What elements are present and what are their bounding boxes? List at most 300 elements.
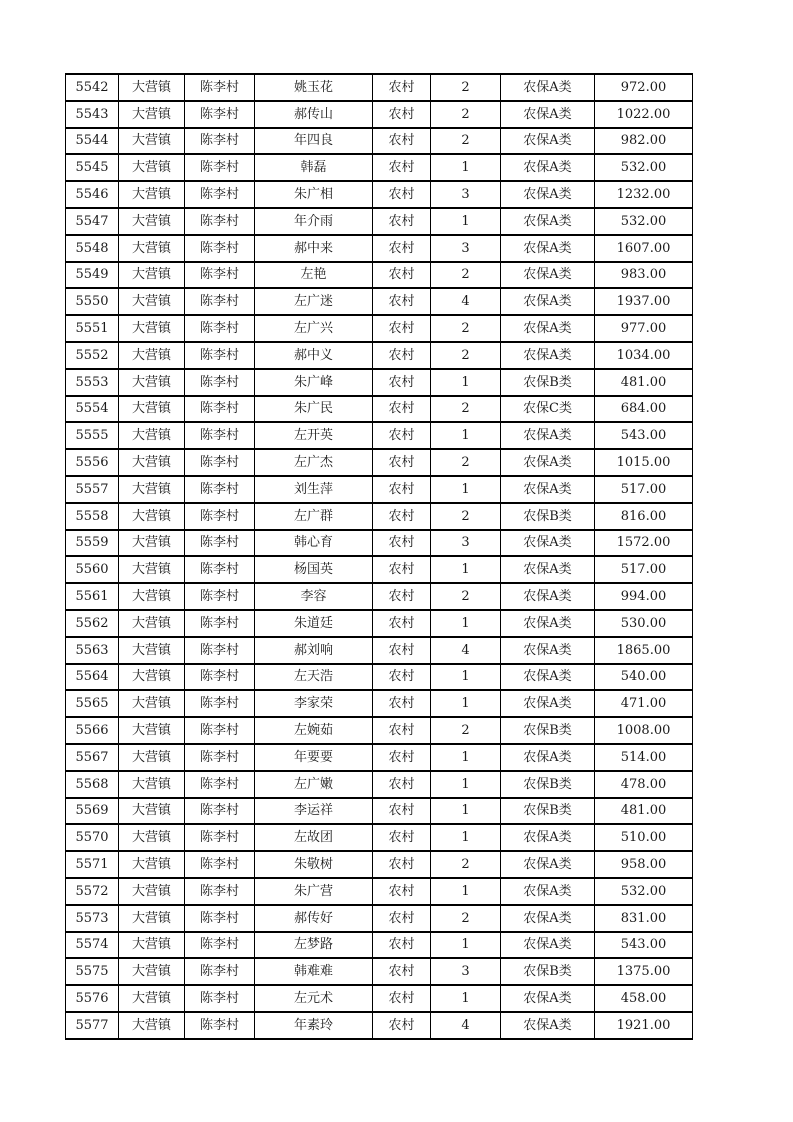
cell-person-name: 年介雨 [255,208,373,235]
cell-person-count: 2 [431,342,501,369]
cell-insurance-type: 农保A类 [501,932,595,959]
table-row [66,932,693,959]
cell-category: 农村 [373,369,431,396]
table-row [66,824,693,851]
cell-amount: 517.00 [595,556,693,583]
cell-insurance-type: 农保A类 [501,610,595,637]
cell-insurance-type: 农保A类 [501,262,595,289]
cell-serial-number: 5574 [66,932,119,959]
cell-serial-number: 5549 [66,262,119,289]
cell-amount: 532.00 [595,208,693,235]
cell-person-name: 左天浩 [255,664,373,691]
cell-amount: 831.00 [595,905,693,932]
table-row [66,154,693,181]
cell-person-count: 3 [431,958,501,985]
cell-serial-number: 5555 [66,422,119,449]
cell-insurance-type: 农保A类 [501,288,595,315]
cell-town: 大营镇 [119,315,185,342]
cell-amount: 1937.00 [595,288,693,315]
cell-town: 大营镇 [119,610,185,637]
cell-category: 农村 [373,717,431,744]
cell-person-count: 2 [431,851,501,878]
cell-category: 农村 [373,315,431,342]
cell-person-name: 杨国英 [255,556,373,583]
cell-serial-number: 5544 [66,128,119,155]
cell-town: 大营镇 [119,154,185,181]
cell-person-count: 1 [431,208,501,235]
cell-amount: 977.00 [595,315,693,342]
cell-person-count: 1 [431,664,501,691]
cell-person-name: 左故团 [255,824,373,851]
cell-village: 陈李村 [185,905,255,932]
cell-village: 陈李村 [185,288,255,315]
cell-category: 农村 [373,208,431,235]
cell-serial-number: 5576 [66,985,119,1012]
table-row [66,985,693,1012]
cell-person-name: 韩心育 [255,530,373,557]
cell-amount: 994.00 [595,583,693,610]
cell-town: 大营镇 [119,878,185,905]
cell-insurance-type: 农保A类 [501,851,595,878]
cell-category: 农村 [373,771,431,798]
cell-town: 大营镇 [119,369,185,396]
cell-town: 大营镇 [119,235,185,262]
cell-village: 陈李村 [185,1012,255,1039]
cell-village: 陈李村 [185,610,255,637]
cell-serial-number: 5565 [66,690,119,717]
cell-village: 陈李村 [185,422,255,449]
cell-town: 大营镇 [119,530,185,557]
cell-village: 陈李村 [185,556,255,583]
cell-person-count: 1 [431,824,501,851]
cell-insurance-type: 农保A类 [501,744,595,771]
cell-town: 大营镇 [119,664,185,691]
cell-amount: 1865.00 [595,637,693,664]
table-row [66,583,693,610]
cell-serial-number: 5572 [66,878,119,905]
cell-amount: 514.00 [595,744,693,771]
cell-serial-number: 5551 [66,315,119,342]
cell-town: 大营镇 [119,583,185,610]
cell-amount: 1022.00 [595,101,693,128]
table-row [66,798,693,825]
table-row [66,208,693,235]
cell-category: 农村 [373,74,431,101]
cell-person-name: 姚玉花 [255,74,373,101]
cell-village: 陈李村 [185,154,255,181]
cell-person-count: 4 [431,288,501,315]
cell-serial-number: 5550 [66,288,119,315]
cell-category: 农村 [373,235,431,262]
cell-insurance-type: 农保A类 [501,342,595,369]
cell-person-name: 左广群 [255,503,373,530]
cell-category: 农村 [373,744,431,771]
table-row [66,101,693,128]
cell-town: 大营镇 [119,74,185,101]
cell-person-count: 3 [431,530,501,557]
cell-village: 陈李村 [185,74,255,101]
cell-insurance-type: 农保A类 [501,422,595,449]
cell-insurance-type: 农保B类 [501,798,595,825]
table-row [66,449,693,476]
cell-person-name: 年素玲 [255,1012,373,1039]
cell-amount: 532.00 [595,154,693,181]
cell-person-name: 郝中义 [255,342,373,369]
cell-town: 大营镇 [119,288,185,315]
cell-person-name: 李家荣 [255,690,373,717]
cell-town: 大营镇 [119,503,185,530]
table-row [66,905,693,932]
cell-insurance-type: 农保A类 [501,181,595,208]
cell-person-name: 年要要 [255,744,373,771]
records-table [65,73,693,1040]
cell-person-name: 左梦路 [255,932,373,959]
cell-village: 陈李村 [185,369,255,396]
cell-amount: 684.00 [595,396,693,423]
cell-person-count: 1 [431,610,501,637]
cell-category: 农村 [373,958,431,985]
table-row [66,556,693,583]
cell-village: 陈李村 [185,958,255,985]
cell-person-name: 朱广民 [255,396,373,423]
cell-amount: 972.00 [595,74,693,101]
cell-town: 大营镇 [119,181,185,208]
cell-amount: 983.00 [595,262,693,289]
cell-serial-number: 5557 [66,476,119,503]
cell-town: 大营镇 [119,449,185,476]
cell-category: 农村 [373,101,431,128]
cell-serial-number: 5573 [66,905,119,932]
cell-town: 大营镇 [119,637,185,664]
cell-serial-number: 5569 [66,798,119,825]
cell-person-count: 2 [431,101,501,128]
cell-town: 大营镇 [119,744,185,771]
cell-village: 陈李村 [185,771,255,798]
cell-person-count: 2 [431,315,501,342]
cell-person-name: 李运祥 [255,798,373,825]
cell-village: 陈李村 [185,932,255,959]
cell-person-count: 2 [431,449,501,476]
cell-serial-number: 5552 [66,342,119,369]
cell-village: 陈李村 [185,690,255,717]
cell-person-name: 左开英 [255,422,373,449]
cell-village: 陈李村 [185,342,255,369]
cell-serial-number: 5577 [66,1012,119,1039]
cell-village: 陈李村 [185,101,255,128]
cell-insurance-type: 农保A类 [501,476,595,503]
cell-town: 大营镇 [119,690,185,717]
cell-village: 陈李村 [185,664,255,691]
cell-serial-number: 5567 [66,744,119,771]
cell-insurance-type: 农保A类 [501,235,595,262]
cell-person-count: 1 [431,744,501,771]
cell-amount: 471.00 [595,690,693,717]
cell-village: 陈李村 [185,315,255,342]
cell-serial-number: 5556 [66,449,119,476]
cell-serial-number: 5563 [66,637,119,664]
cell-category: 农村 [373,690,431,717]
cell-town: 大营镇 [119,985,185,1012]
cell-category: 农村 [373,154,431,181]
cell-category: 农村 [373,878,431,905]
cell-person-count: 1 [431,154,501,181]
cell-town: 大营镇 [119,342,185,369]
cell-person-count: 1 [431,771,501,798]
cell-category: 农村 [373,422,431,449]
cell-serial-number: 5566 [66,717,119,744]
cell-category: 农村 [373,476,431,503]
cell-person-count: 1 [431,422,501,449]
cell-village: 陈李村 [185,396,255,423]
cell-insurance-type: 农保A类 [501,74,595,101]
cell-person-count: 1 [431,690,501,717]
cell-person-count: 1 [431,556,501,583]
cell-insurance-type: 农保B类 [501,503,595,530]
cell-serial-number: 5559 [66,530,119,557]
cell-person-name: 左广嫩 [255,771,373,798]
cell-serial-number: 5560 [66,556,119,583]
table-row [66,235,693,262]
table-row [66,690,693,717]
cell-person-name: 朱广营 [255,878,373,905]
cell-amount: 982.00 [595,128,693,155]
cell-insurance-type: 农保A类 [501,690,595,717]
cell-category: 农村 [373,664,431,691]
cell-person-count: 2 [431,74,501,101]
table-row [66,1012,693,1039]
cell-village: 陈李村 [185,637,255,664]
cell-person-count: 2 [431,262,501,289]
cell-person-count: 4 [431,637,501,664]
cell-insurance-type: 农保C类 [501,396,595,423]
cell-amount: 1921.00 [595,1012,693,1039]
cell-category: 农村 [373,288,431,315]
cell-person-name: 朱道廷 [255,610,373,637]
cell-village: 陈李村 [185,851,255,878]
table-row [66,664,693,691]
cell-person-count: 1 [431,878,501,905]
cell-amount: 481.00 [595,369,693,396]
cell-person-name: 年四良 [255,128,373,155]
cell-town: 大营镇 [119,262,185,289]
cell-person-name: 韩难难 [255,958,373,985]
cell-person-count: 3 [431,235,501,262]
table-row [66,744,693,771]
cell-amount: 478.00 [595,771,693,798]
table-row [66,503,693,530]
cell-town: 大营镇 [119,556,185,583]
table-row [66,422,693,449]
cell-serial-number: 5570 [66,824,119,851]
table-row [66,315,693,342]
cell-village: 陈李村 [185,128,255,155]
cell-person-name: 郝传山 [255,101,373,128]
cell-category: 农村 [373,342,431,369]
cell-person-name: 朱广峰 [255,369,373,396]
cell-amount: 532.00 [595,878,693,905]
cell-person-count: 1 [431,798,501,825]
cell-town: 大营镇 [119,958,185,985]
cell-serial-number: 5571 [66,851,119,878]
cell-town: 大营镇 [119,422,185,449]
cell-amount: 1607.00 [595,235,693,262]
cell-person-count: 2 [431,396,501,423]
cell-village: 陈李村 [185,824,255,851]
cell-town: 大营镇 [119,717,185,744]
cell-insurance-type: 农保A类 [501,208,595,235]
cell-insurance-type: 农保A类 [501,905,595,932]
cell-person-count: 2 [431,583,501,610]
cell-category: 农村 [373,556,431,583]
cell-category: 农村 [373,798,431,825]
cell-person-name: 郝刘响 [255,637,373,664]
table-row [66,288,693,315]
cell-category: 农村 [373,396,431,423]
cell-village: 陈李村 [185,717,255,744]
cell-serial-number: 5554 [66,396,119,423]
cell-town: 大营镇 [119,824,185,851]
cell-amount: 530.00 [595,610,693,637]
table-row [66,637,693,664]
cell-village: 陈李村 [185,530,255,557]
cell-serial-number: 5561 [66,583,119,610]
cell-insurance-type: 农保A类 [501,583,595,610]
cell-serial-number: 5548 [66,235,119,262]
cell-serial-number: 5543 [66,101,119,128]
cell-amount: 540.00 [595,664,693,691]
table-row [66,128,693,155]
cell-person-name: 左婉茹 [255,717,373,744]
table-row [66,851,693,878]
cell-amount: 1034.00 [595,342,693,369]
table-row [66,369,693,396]
cell-insurance-type: 农保B类 [501,771,595,798]
cell-category: 农村 [373,610,431,637]
cell-insurance-type: 农保A类 [501,556,595,583]
cell-person-count: 2 [431,128,501,155]
cell-person-count: 2 [431,503,501,530]
cell-village: 陈李村 [185,208,255,235]
cell-category: 农村 [373,824,431,851]
cell-village: 陈李村 [185,181,255,208]
cell-insurance-type: 农保A类 [501,101,595,128]
table-row [66,476,693,503]
cell-person-count: 3 [431,181,501,208]
cell-person-count: 1 [431,932,501,959]
cell-village: 陈李村 [185,235,255,262]
cell-village: 陈李村 [185,985,255,1012]
cell-amount: 543.00 [595,422,693,449]
cell-person-count: 1 [431,985,501,1012]
cell-village: 陈李村 [185,744,255,771]
cell-insurance-type: 农保A类 [501,128,595,155]
cell-serial-number: 5575 [66,958,119,985]
cell-category: 农村 [373,530,431,557]
cell-amount: 958.00 [595,851,693,878]
table-row [66,878,693,905]
cell-serial-number: 5545 [66,154,119,181]
cell-insurance-type: 农保A类 [501,878,595,905]
cell-amount: 510.00 [595,824,693,851]
cell-insurance-type: 农保A类 [501,985,595,1012]
cell-category: 农村 [373,985,431,1012]
cell-insurance-type: 农保B类 [501,369,595,396]
cell-category: 农村 [373,851,431,878]
cell-town: 大营镇 [119,1012,185,1039]
table-row [66,771,693,798]
cell-insurance-type: 农保A类 [501,824,595,851]
table-row [66,610,693,637]
cell-category: 农村 [373,637,431,664]
cell-serial-number: 5553 [66,369,119,396]
cell-person-name: 左元术 [255,985,373,1012]
cell-amount: 1008.00 [595,717,693,744]
cell-category: 农村 [373,932,431,959]
cell-person-count: 1 [431,369,501,396]
records-tbody [66,74,693,1039]
cell-category: 农村 [373,1012,431,1039]
cell-town: 大营镇 [119,932,185,959]
cell-amount: 1375.00 [595,958,693,985]
cell-amount: 1015.00 [595,449,693,476]
cell-person-count: 2 [431,905,501,932]
cell-town: 大营镇 [119,771,185,798]
cell-category: 农村 [373,128,431,155]
cell-insurance-type: 农保A类 [501,154,595,181]
table-row [66,342,693,369]
table-row [66,396,693,423]
cell-town: 大营镇 [119,101,185,128]
cell-insurance-type: 农保B类 [501,958,595,985]
cell-serial-number: 5568 [66,771,119,798]
cell-person-count: 4 [431,1012,501,1039]
cell-amount: 816.00 [595,503,693,530]
cell-person-name: 左广兴 [255,315,373,342]
cell-person-name: 朱广相 [255,181,373,208]
cell-person-name: 郝传好 [255,905,373,932]
cell-village: 陈李村 [185,503,255,530]
table-row [66,181,693,208]
cell-person-name: 朱敬树 [255,851,373,878]
cell-serial-number: 5546 [66,181,119,208]
cell-category: 农村 [373,503,431,530]
cell-insurance-type: 农保A类 [501,449,595,476]
cell-insurance-type: 农保A类 [501,315,595,342]
table-row [66,74,693,101]
table-row [66,530,693,557]
cell-insurance-type: 农保A类 [501,530,595,557]
cell-person-name: 刘生萍 [255,476,373,503]
cell-amount: 458.00 [595,985,693,1012]
table-row [66,717,693,744]
cell-serial-number: 5562 [66,610,119,637]
cell-serial-number: 5542 [66,74,119,101]
cell-insurance-type: 农保B类 [501,717,595,744]
cell-town: 大营镇 [119,476,185,503]
cell-serial-number: 5547 [66,208,119,235]
cell-village: 陈李村 [185,476,255,503]
cell-town: 大营镇 [119,851,185,878]
cell-person-name: 李容 [255,583,373,610]
cell-town: 大营镇 [119,798,185,825]
cell-insurance-type: 农保A类 [501,1012,595,1039]
table-row [66,262,693,289]
cell-person-name: 郝中来 [255,235,373,262]
cell-category: 农村 [373,583,431,610]
cell-amount: 481.00 [595,798,693,825]
cell-town: 大营镇 [119,396,185,423]
cell-town: 大营镇 [119,208,185,235]
